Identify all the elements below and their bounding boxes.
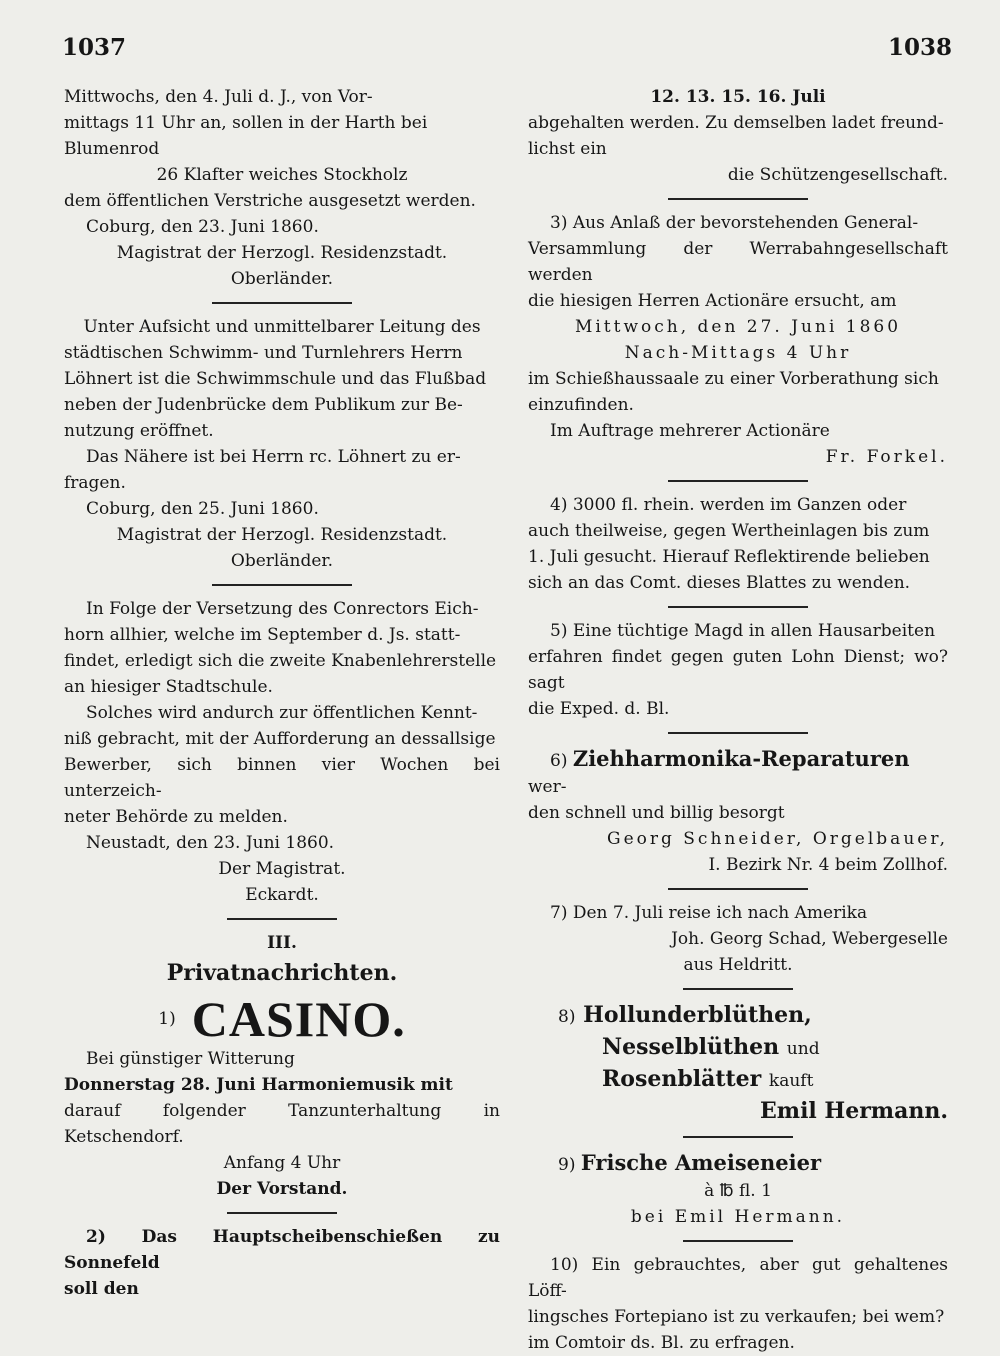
text-line: niß gebracht, mit der Aufforderung an dessallsige	[64, 729, 496, 749]
authority: Der Magistrat.	[218, 859, 346, 879]
text-line: sich an das Comt. dieses Blattes zu wenden.	[528, 573, 911, 593]
divider	[683, 988, 793, 990]
divider	[212, 302, 352, 304]
ad-number: 8)	[558, 1007, 576, 1027]
text-line: Mittwoch, den 27. Juni 1860	[574, 317, 902, 337]
signature: Emil Hermann.	[760, 1098, 948, 1124]
authority: Magistrat der Herzogl. Residenzstadt.	[116, 243, 448, 263]
text-line: dem öffentlichen Verstriche ausgesetzt werden.	[64, 191, 476, 211]
signature: Oberländer.	[230, 269, 334, 289]
text-line: erfahren findet gegen guten Lohn Dienst; wo? sagt	[528, 647, 948, 693]
text-line: an hiesiger Stadtschule.	[64, 677, 273, 697]
text-line: die hiesigen Herren Actionäre ersucht, am	[528, 291, 897, 311]
signature: Oberländer.	[230, 551, 334, 571]
text-line: Mittwochs, den 4. Juli d. J., von Vor-	[64, 87, 373, 107]
page-number-right: 1038	[887, 34, 952, 61]
text-line: à ℔ fl. 1	[704, 1181, 772, 1201]
divider	[227, 918, 337, 920]
text-line: im Schießhaussaale zu einer Vorberathung sich	[528, 369, 939, 389]
notice-wood-auction	[64, 84, 500, 292]
text-line	[528, 1148, 948, 1178]
text-line: Im Auftrage mehrerer Actionäre	[550, 421, 830, 441]
text-fragment: kauft	[768, 1071, 814, 1091]
ad-casino	[64, 992, 500, 1202]
text-line: lichst ein	[528, 139, 607, 159]
text-line: den schnell und billig besorgt	[528, 803, 785, 823]
page-number-left: 1037	[62, 34, 127, 61]
signature: die Schützengesellschaft.	[727, 165, 948, 185]
ad-number: 6)	[550, 751, 568, 771]
text-line: Georg Schneider, Orgelbauer,	[607, 829, 948, 849]
signature: Fr. Forkel.	[825, 447, 948, 467]
ad-maid-wanted	[528, 618, 948, 722]
place-date: Neustadt, den 23. Juni 1860.	[86, 833, 335, 853]
text-line: einzufinden.	[528, 395, 634, 415]
section-title: Privatnachrichten.	[166, 960, 398, 986]
text-line	[528, 744, 948, 800]
text-line: 3) Aus Anlaß der bevorstehenden General-	[550, 213, 919, 233]
text-line: fragen.	[64, 473, 126, 493]
text-line: 7) Den 7. Juli reise ich nach Amerika	[550, 903, 868, 923]
text-line: Blumenrod	[64, 139, 160, 159]
divider	[668, 732, 808, 734]
ad-railway-meeting	[528, 210, 948, 470]
ad-emigration	[528, 900, 948, 978]
ad-ant-eggs	[528, 1148, 948, 1230]
divider	[227, 1212, 337, 1214]
text-line: Versammlung der Werrabahngesellschaft werden	[528, 239, 948, 285]
section-numeral: III.	[267, 933, 297, 953]
text-line: Anfang 4 Uhr	[223, 1153, 341, 1173]
text-line	[528, 1064, 948, 1096]
left-column	[64, 84, 500, 1302]
text-line: horn allhier, welche im September d. Js. statt-	[64, 625, 461, 645]
text-line: I. Bezirk Nr. 4 beim Zollhof.	[708, 855, 948, 875]
ad-title: Ziehharmonika-Reparaturen	[572, 746, 910, 771]
ad-fortepiano-sale	[528, 1252, 948, 1356]
divider	[683, 1136, 793, 1138]
text-line: soll den	[64, 1279, 139, 1299]
text-line: 10) Ein gebrauchtes, aber gut gehaltenes Löff-	[528, 1255, 948, 1301]
ad-number: 1)	[158, 1009, 176, 1029]
text-line: findet, erledigt sich die zweite Knabenlehrerstelle	[64, 651, 497, 671]
ad-title: Frische Ameiseneier	[580, 1150, 822, 1175]
text-line: bei Emil Hermann.	[630, 1207, 846, 1227]
text-line: 5) Eine tüchtige Magd in allen Hausarbeiten	[550, 621, 936, 641]
place-date: Coburg, den 25. Juni 1860.	[86, 499, 319, 519]
text-fragment: wer-	[528, 777, 567, 797]
text-line: städtischen Schwimm- und Turnlehrers Herrn	[64, 343, 463, 363]
ad-accordion-repair	[528, 744, 948, 878]
text-line	[528, 1000, 948, 1032]
ad-shooting-festival	[64, 1224, 500, 1302]
text-line	[528, 1032, 948, 1064]
text-line: lingsches Fortepiano ist zu verkaufen; bei wem?	[528, 1307, 945, 1327]
text-line: Solches wird andurch zur öffentlichen Kennt-	[86, 703, 478, 723]
ad-title: Rosenblätter	[602, 1066, 762, 1092]
text-line: die Exped. d. Bl.	[528, 699, 670, 719]
ad-blossoms-purchase	[528, 1000, 948, 1126]
ad-number: 9)	[558, 1155, 576, 1175]
text-line: auch theilweise, gegen Wertheinlagen bis zum	[528, 521, 930, 541]
text-line: Joh. Georg Schad, Webergeselle	[671, 929, 948, 949]
text-line: Bewerber, sich binnen vier Wochen bei unterzeich-	[64, 755, 500, 801]
text-line: 2) Das Hauptscheibenschießen zu Sonnefeld	[64, 1227, 500, 1273]
casino-heading	[64, 992, 500, 1046]
text-line: In Folge der Versetzung des Conrectors Eich-	[86, 599, 479, 619]
text-line: Donnerstag 28. Juni Harmoniemusik mit	[64, 1075, 453, 1095]
divider	[683, 1240, 793, 1242]
divider	[668, 888, 808, 890]
ad-loan-wanted	[528, 492, 948, 596]
text-line: 4) 3000 fl. rhein. werden im Ganzen oder	[550, 495, 907, 515]
text-line: neben der Judenbrücke dem Publikum zur Be-	[64, 395, 463, 415]
text-line: 12. 13. 15. 16. Juli	[650, 87, 826, 107]
text-line: 1. Juli gesucht. Hierauf Reflektirende belieben	[528, 547, 930, 567]
notice-teacher-vacancy	[64, 596, 500, 908]
right-column	[528, 84, 948, 1356]
text-line: nutzung eröffnet.	[64, 421, 214, 441]
divider	[668, 480, 808, 482]
text-line: im Comtoir ds. Bl. zu erfragen.	[528, 1333, 795, 1353]
text-line: Nach-Mittags 4 Uhr	[624, 343, 852, 363]
text-line: neter Behörde zu melden.	[64, 807, 288, 827]
text-line: darauf folgender Tanzunterhaltung in Ketschendorf.	[64, 1101, 500, 1147]
notice-swimming-school	[64, 314, 500, 574]
place-date: Coburg, den 23. Juni 1860.	[86, 217, 319, 237]
signature: Eckardt.	[245, 885, 319, 905]
divider	[212, 584, 352, 586]
text-line: Bei günstiger Witterung	[86, 1049, 295, 1069]
text-line: Löhnert ist die Schwimmschule und das Flußbad	[64, 369, 487, 389]
text-line: Das Nähere ist bei Herrn rc. Löhnert zu er-	[86, 447, 461, 467]
text-line: 26 Klafter weiches Stockholz	[156, 165, 408, 185]
casino-title: CASINO.	[191, 991, 406, 1047]
text-line: Unter Aufsicht und unmittelbarer Leitung des	[83, 317, 481, 337]
text-fragment: und	[786, 1039, 820, 1059]
ad-shooting-festival-continued	[528, 84, 948, 188]
divider	[668, 606, 808, 608]
divider	[668, 198, 808, 200]
text-line: mittags 11 Uhr an, sollen in der Harth bei	[64, 113, 428, 133]
signature: Der Vorstand.	[216, 1179, 348, 1199]
text-line: abgehalten werden. Zu demselben ladet freund-	[528, 113, 944, 133]
ad-title: Hollunderblüthen,	[583, 1002, 812, 1028]
authority: Magistrat der Herzogl. Residenzstadt.	[116, 525, 448, 545]
text-line: aus Heldritt.	[683, 955, 793, 975]
ad-title: Nesselblüthen	[602, 1034, 780, 1060]
